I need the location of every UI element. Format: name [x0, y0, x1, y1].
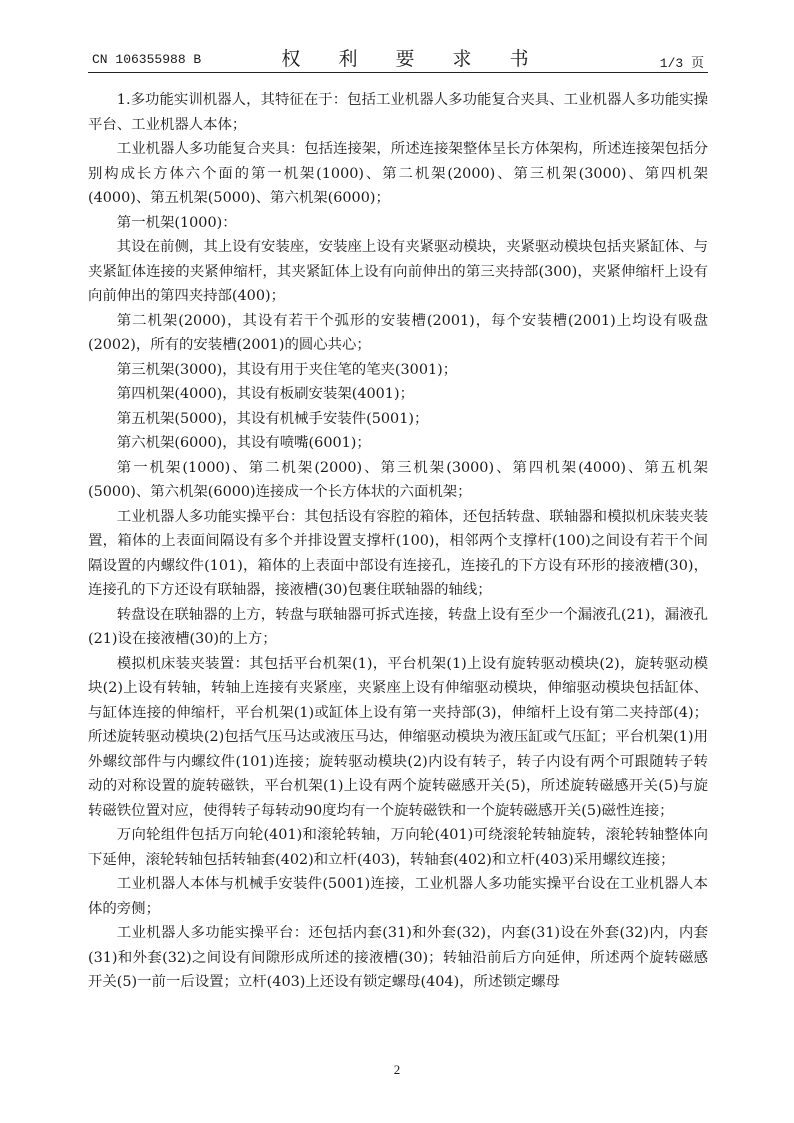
page-number: 2	[393, 1062, 401, 1077]
paragraph: 第六机架(6000)，其设有喷嘴(6001)；	[116, 435, 371, 451]
paragraph: 1.多功能实训机器人，其特征在于：包括工业机器人多功能复合夹具、工业机器人多功能实操平台、工业机器人本体；	[88, 92, 708, 133]
paragraph: 其设在前侧，其上设有安装座，安装座上设有夹紧驱动模块，夹紧驱动模块包括夹紧缸体、与夹紧缸体连接的夹紧伸缩杆，其夹紧缸体上设有向前伸出的第三夹持部(300)，夹紧伸缩杆上设有向前伸出的第四夹持部(400)；	[88, 239, 708, 304]
claims-body	[88, 88, 708, 995]
paragraph: 万向轮组件包括万向轮(401)和滚轮转轴，万向轮(401)可绕滚轮转轴旋转，滚轮转轴整体向下延伸，滚轮转轴包括转轴套(402)和立杆(403)，转轴套(402)和立杆(403)采用螺纹连接；	[88, 827, 708, 868]
paragraph: 工业机器人本体与机械手安装件(5001)连接，工业机器人多功能实操平台设在工业机器人本体的旁侧；	[88, 876, 708, 917]
paragraph: 转盘设在联轴器的上方，转盘与联轴器可拆式连接，转盘上设有至少一个漏液孔(21)，漏液孔(21)设在接液槽(30)的上方；	[88, 606, 708, 647]
paragraph: 第一机架(1000)：	[116, 214, 237, 231]
paragraph: 第五机架(5000)，其设有机械手安装件(5001)；	[116, 410, 429, 427]
paragraph: 工业机器人多功能实操平台：其包括设有容腔的箱体，还包括转盘、联轴器和模拟机床装夹装置，箱体的上表面间隔设有多个并排设置支撑杆(100)，相邻两个支撑杆(100)之间设有若干个间隔设置的内螺纹件(101)，箱体的上表面中部设有连接孔，连接孔的下方设有环形的接液槽(30)，连接孔的下方还设有联轴器，接液槽(30)包裹住联轴器的轴线；	[88, 508, 708, 598]
paragraph: 工业机器人多功能复合夹具：包括连接架，所述连接架整体呈长方体架构，所述连接架包括分别构成长方体六个面的第一机架(1000)、第二机架(2000)、第三机架(3000)、第四机架(4000)、第五机架(5000)、第六机架(6000)；	[88, 141, 708, 206]
paragraph: 模拟机床装夹装置：其包括平台机架(1)，平台机架(1)上设有旋转驱动模块(2)，旋转驱动模块(2)上设有转轴，转轴上连接有夹紧座，夹紧座上设有伸缩驱动模块，伸缩驱动模块包括缸体、与缸体连接的伸缩杆，平台机架(1)或缸体上设有第一夹持部(3)，伸缩杆上设有第二夹持部(4)；所述旋转驱动模块(2)包括气压马达或液压马达，伸缩驱动模块为液压缸或气压缸；平台机架(1)用外螺纹部件与内螺纹件(101)连接；旋转驱动模块(2)内设有转子，转子内设有两个可跟随转子转动的对称设置的旋转磁铁，平台机架(1)上设有两个旋转磁感开关(5)，所述旋转磁感开关(5)与旋转磁铁位置对应，使得转子每转动90度均有一个旋转磁铁和一个旋转磁感开关(5)磁性连接；	[88, 655, 708, 819]
document-title: 权 利 要 求 书	[281, 48, 545, 70]
paragraph: 工业机器人多功能实操平台：还包括内套(31)和外套(32)，内套(31)设在外套(32)内，内套(31)和外套(32)之间设有间隙形成所述的接液槽(30)；转轴沿前后方向延伸，所述两个旋转磁感开关(5)一前一后设置；立杆(403)上还设有锁定螺母(404)，所述锁定螺母	[88, 925, 708, 990]
patent-number: CN 106355988 B	[92, 52, 202, 67]
paragraph: 第一机架(1000)、第二机架(2000)、第三机架(3000)、第四机架(4000)、第五机架(5000)、第六机架(6000)连接成一个长方体状的六面机架；	[88, 459, 708, 500]
page-info: 1/3 页	[659, 56, 704, 71]
paragraph: 第四机架(4000)，其设有板刷安装架(4001)；	[116, 386, 414, 402]
header-rule	[88, 72, 708, 73]
paragraph: 第二机架(2000)，其设有若干个弧形的安装槽(2001)，每个安装槽(2001)上均设有吸盘(2002)，所有的安装槽(2001)的圆心共心；	[88, 312, 708, 353]
paragraph: 第三机架(3000)，其设有用于夹住笔的笔夹(3001)；	[116, 361, 458, 378]
